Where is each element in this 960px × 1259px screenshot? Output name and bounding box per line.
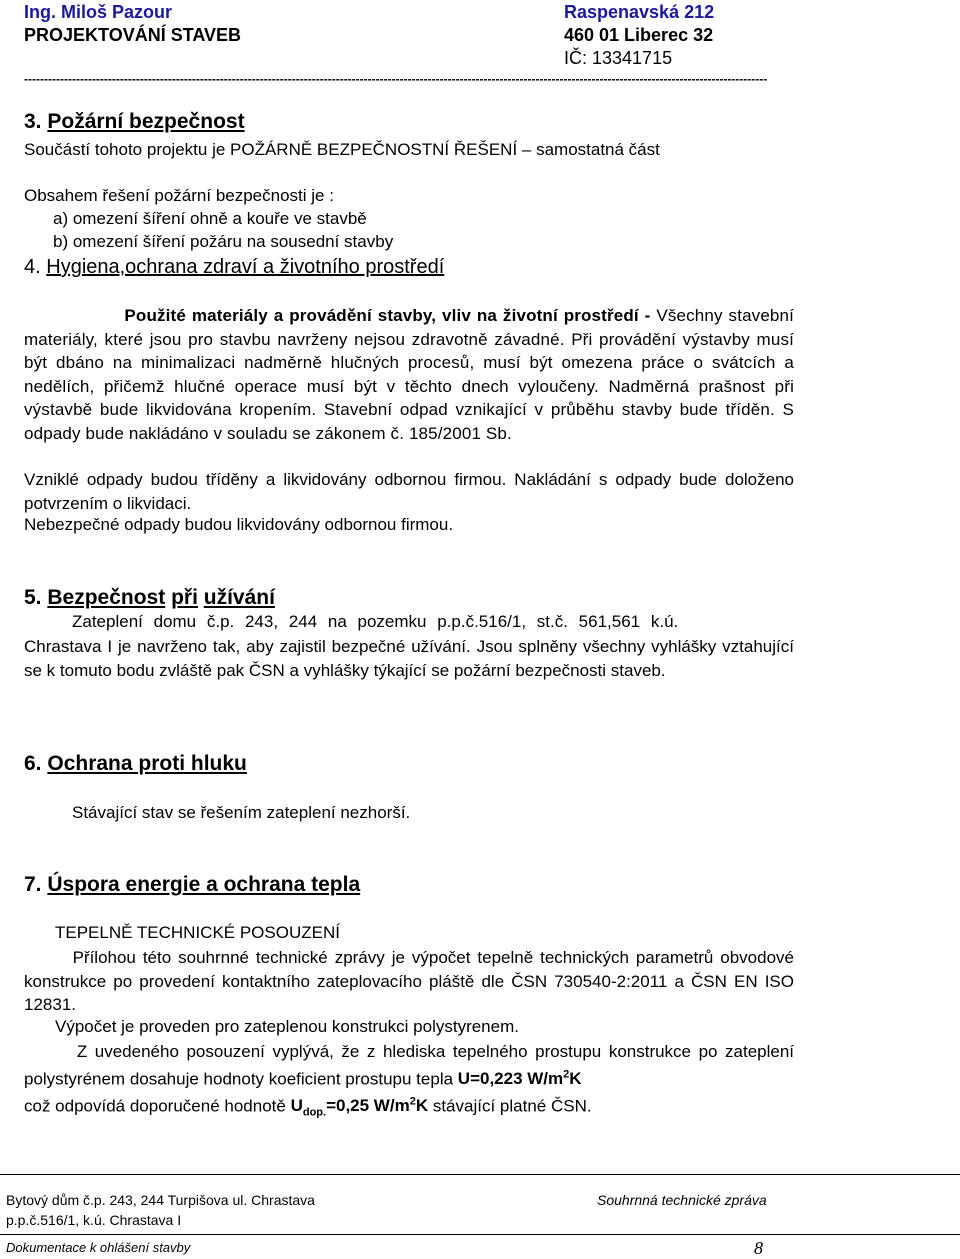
section-7-subheading: TEPELNĚ TECHNICKÉ POSOUZENÍ — [55, 923, 340, 942]
section-7-p3-text-3: stávající platné ČSN. — [432, 1096, 592, 1116]
footer-divider — [0, 1174, 960, 1175]
company-id: IČ: 13341715 — [564, 48, 673, 68]
section-3-item-a: a) omezení šíření ohně a kouře ve stavbě — [53, 209, 367, 228]
section-4-bold-lead: Použité materiály a provádění stavby, vliv na životní prostředí - — [124, 306, 651, 325]
section-7-paragraph-2: Výpočet je proveden pro zateplenou konstrukci polystyrenem. — [55, 1017, 519, 1036]
section-4-paragraph-1 — [24, 304, 794, 445]
footer-report-type: Souhrnná technické zpráva — [597, 1192, 767, 1208]
section-6-number: 6. — [24, 752, 42, 775]
section-5-title-word-2: při — [171, 586, 198, 609]
section-6-heading — [24, 752, 247, 776]
u-value-unit: K — [569, 1069, 582, 1089]
u-value-number: U=0,223 W/m — [457, 1069, 564, 1089]
address-street: Raspenavská 212 — [564, 2, 715, 22]
section-7-paragraph-3 — [24, 1040, 794, 1125]
u-dop-number: =0,25 W/m — [326, 1096, 410, 1116]
u-dop-value — [290, 1095, 429, 1119]
section-5-title-word-1: Bezpečnost — [47, 586, 166, 609]
section-3-line-2: Obsahem řešení požární bezpečnosti je : — [24, 186, 334, 205]
section-6-title: Ochrana proti hluku — [47, 752, 247, 775]
section-7-p1-text: Přílohou této souhrnné technické zprávy je výpočet tepelně technických parametrů obvodové konstrukce po provedení kontaktního zateplovacího pláště dle ČSN 730540-2:2011 a ČSN EN ISO 12831. — [24, 948, 794, 1014]
u-dop-subscript: dop. — [302, 1106, 327, 1119]
section-5-line-1: Zateplení domu č.p. 243, 244 na pozemku p.p.č.516/1, st.č. 561,561 k.ú. — [72, 612, 679, 631]
u-dop-symbol: U — [290, 1096, 303, 1116]
section-5-title-word-3: užívání — [203, 586, 275, 609]
section-5-paragraph: Chrastava I je navrženo tak, aby zajistil bezpečné užívání. Jsou splněny všechny vyhlášky vztahující se k tomuto bodu zvláště pak ČSN a vyhlášky týkající se požární bezpečnosti staveb. — [24, 637, 794, 680]
section-4-body: Všechny stavební materiály, které jsou pro stavbu navrženy nejsou zdravotně závadné. Při provádění výstavby musí být dbáno na minimalizaci nadměrně hlučných procesů, musí být omezena práce o svátcích a nedělích, přičemž hlučné operace musí být v těchto dnech vyloučeny. Nadměrná prašnost při výstavbě bude likvidována kropením. Stavební odpad vznikající v průběhu stavby bude tříděn. S odpady bude nakládáno v souladu se zákonem č. 185/2001 Sb. — [24, 306, 795, 443]
section-7-p3-text: Z uvedeného posouzení vyplývá, že z hlediska tepelného prostupu konstrukce po zateplení polystyrénem dosahuje hodnoty koeficient prostupu tepla — [24, 1042, 795, 1089]
section-3-title: Požární bezpečnost — [47, 110, 245, 133]
section-7-number: 7. — [24, 873, 42, 896]
section-4-heading — [24, 256, 444, 279]
author-profession: PROJEKTOVÁNÍ STAVEB — [24, 25, 242, 45]
section-4-title: Hygiena,ochrana zdraví a životního prostředí — [46, 256, 445, 278]
footer-document-type: Dokumentace k ohlášení stavby — [6, 1240, 191, 1255]
footer-parcel: p.p.č.516/1, k.ú. Chrastava I — [6, 1212, 182, 1228]
header-divider: ------------------------------------------------------------------------------------------------------------------------------------------------------------------------------------------ — [24, 72, 768, 86]
section-7-paragraph-1 — [24, 946, 794, 1017]
section-3-line-1: Součástí tohoto projektu je POŽÁRNĚ BEZPEČNOSTNÍ ŘEŠENÍ – samostatná část — [24, 140, 660, 159]
section-7-p3-text-2: což odpovídá doporučené hodnotě — [24, 1096, 286, 1116]
u-value — [458, 1069, 582, 1088]
u-dop-unit: K — [415, 1096, 429, 1116]
section-7-heading — [24, 873, 360, 897]
u-dop-exponent: 2 — [409, 1095, 416, 1108]
section-4-paragraph-3: Nebezpečné odpady budou likvidovány odbornou firmou. — [24, 515, 454, 534]
section-7-title: Úspora energie a ochrana tepla — [47, 873, 361, 896]
section-6-line-1: Stávající stav se řešením zateplení nezhorší. — [72, 803, 411, 822]
page-number: 8 — [754, 1238, 763, 1258]
section-5-number: 5. — [24, 586, 42, 609]
section-3-heading — [24, 110, 245, 134]
footer-building: Bytový dům č.p. 243, 244 Turpišova ul. Chrastava — [6, 1192, 315, 1208]
footer-divider-2 — [0, 1234, 960, 1235]
u-value-exponent: 2 — [563, 1068, 570, 1081]
section-3-number: 3. — [24, 110, 42, 133]
section-4-paragraph-2: Vzniklé odpady budou tříděny a likvidovány odbornou firmou. Nakládání s odpady bude doloženo potvrzením o likvidaci. — [24, 470, 794, 513]
author-name: Ing. Miloš Pazour — [24, 2, 173, 22]
section-3-item-b: b) omezení šíření požáru na sousední stavby — [53, 232, 394, 251]
address-city: 460 01 Liberec 32 — [564, 25, 714, 45]
section-5-heading — [24, 586, 275, 610]
section-4-number: 4. — [24, 256, 41, 278]
